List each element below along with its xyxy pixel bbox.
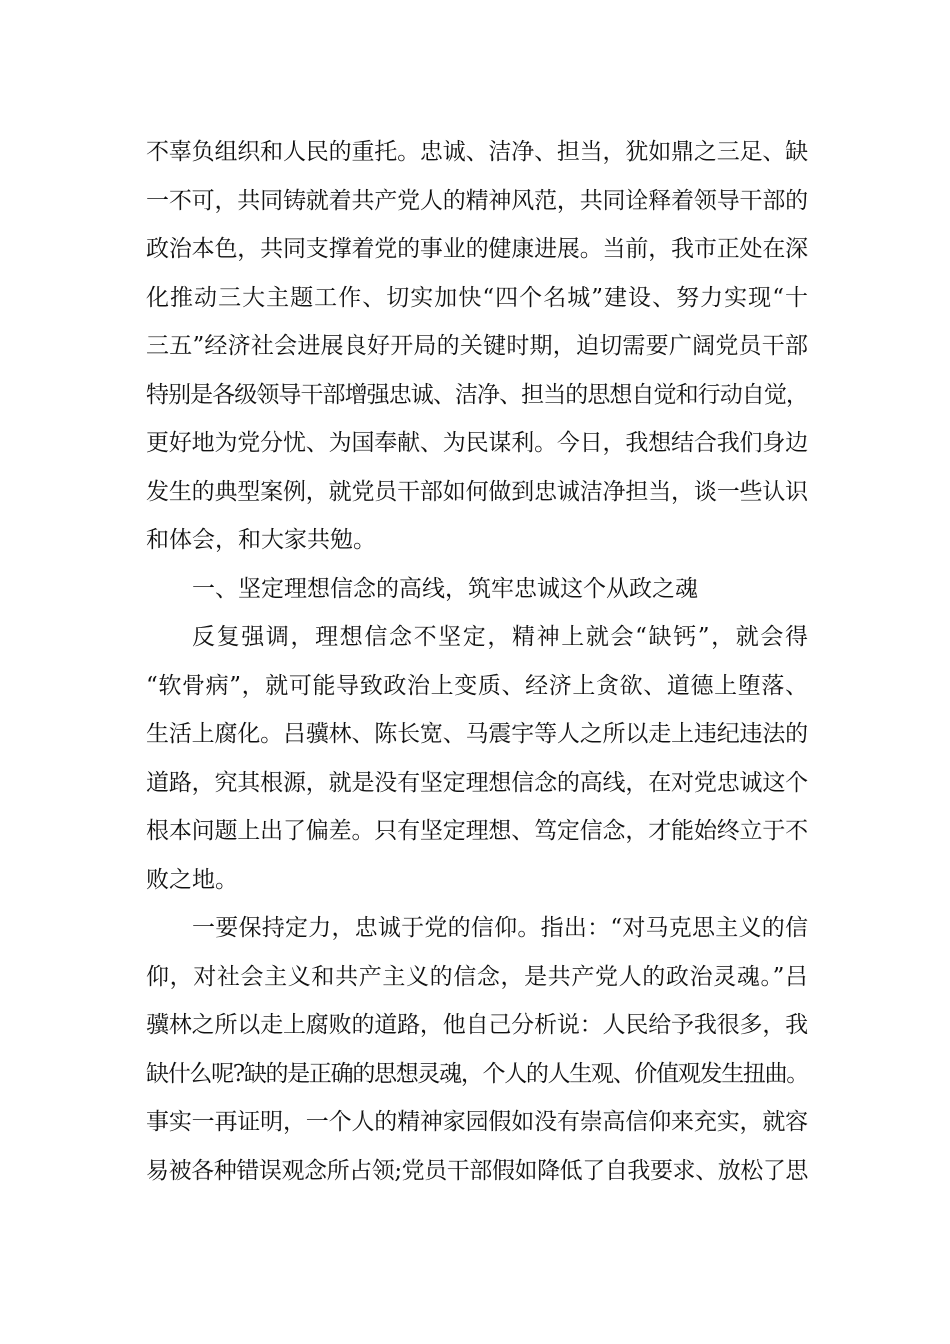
text-line: 一要保持定力，忠诚于党的信仰。指出：“对马克思主义的信 [192, 915, 808, 941]
text-line: 事实一再证明，一个人的精神家园假如没有崇高信仰来充实，就容 [146, 1109, 809, 1135]
text-line: 更好地为党分忧、为国奉献、为民谋利。今日，我想结合我们身边 [146, 430, 809, 456]
text-line: 生活上腐化。吕骥林、陈长宽、马震宇等人之所以走上违纪违法的 [146, 721, 809, 747]
text-line: “软骨病”，就可能导致政治上变质、经济上贪欲、道德上堕落、 [146, 672, 808, 699]
text-line: 缺什么呢?缺的是正确的思想灵魂，个人的人生观、价值观发生扭曲。 [146, 1060, 808, 1087]
text-line: 和体会，和大家共勉。 [146, 527, 376, 553]
text-line: 易被各种错误观念所占领;党员干部假如降低了自我要求、放松了思 [146, 1157, 808, 1184]
text-line: 一不可，共同铸就着共产党人的精神风范，共同诠释着领导干部的 [146, 187, 809, 214]
text-line: 骥林之所以走上腐败的道路，他自己分析说：人民给予我很多，我 [146, 1012, 809, 1038]
text-line: 仰，对社会主义和共产主义的信念，是共产党人的政治灵魂。”吕 [146, 963, 808, 990]
document-body [146, 128, 808, 1195]
text-line: 一、坚定理想信念的高线，筑牢忠诚这个从政之魂 [192, 575, 698, 602]
text-line: 发生的典型案例，就党员干部如何做到忠诚洁净担当，谈一些认识 [146, 478, 809, 505]
text-line: 不辜负组织和人民的重托。忠诚、洁净、担当，犹如鼎之三足、缺 [146, 139, 809, 165]
text-line: 三五”经济社会进展良好开局的关键时期，迫切需要广阔党员干部 [146, 333, 808, 359]
text-line: 道路，究其根源，就是没有坚定理想信念的高线，在对党忠诚这个 [146, 769, 809, 796]
text-line: 根本问题上出了偏差。只有坚定理想、笃定信念，才能始终立于不 [146, 818, 809, 844]
text-line: 反复强调，理想信念不坚定，精神上就会“缺钙”，就会得 [192, 624, 808, 650]
text-line: 特别是各级领导干部增强忠诚、洁净、担当的思想自觉和行动自觉， [146, 381, 809, 408]
text-line: 政治本色，共同支撑着党的事业的健康进展。当前，我市正处在深 [146, 236, 809, 262]
text-line: 败之地。 [146, 866, 238, 893]
text-line: 化推动三大主题工作、切实加快“四个名城”建设、努力实现“十 [146, 284, 808, 311]
